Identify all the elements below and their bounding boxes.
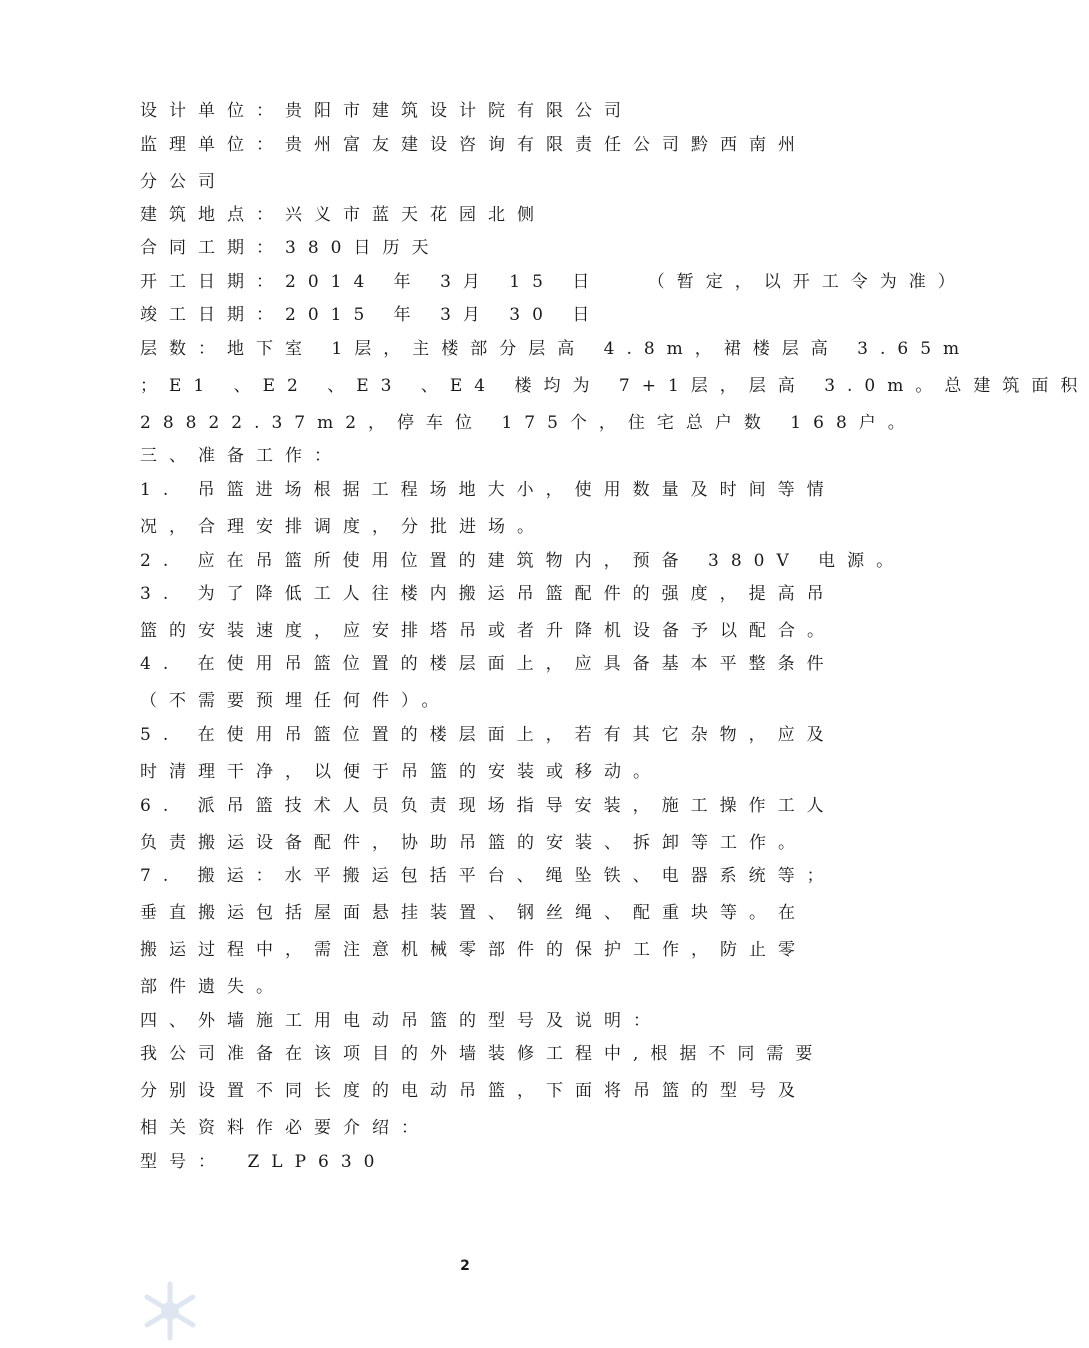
page-number: 2 xyxy=(460,1258,470,1274)
text-line: 28822.37m2，停车位 175个，住宅总户数 168户。 xyxy=(140,413,917,433)
text-line: 4. 在使用吊篮位置的楼层面上，应具备基本平整条件 xyxy=(140,654,836,674)
text-line: 分别设置不同长度的电动吊篮，下面将吊篮的型号及 xyxy=(140,1081,807,1101)
text-line: 开工日期：2014 年 3月 15 日 （暂定，以开工令为准） xyxy=(140,272,967,292)
text-line: 建筑地点：兴义市蓝天花园北侧 xyxy=(140,205,546,225)
text-line: 垂直搬运包括屋面悬挂装置、钢丝绳、配重块等。在 xyxy=(140,903,807,923)
text-line: 3. 为了降低工人往楼内搬运吊篮配件的强度，提高吊 xyxy=(140,584,836,604)
text-line: 1. 吊篮进场根据工程场地大小，使用数量及时间等情 xyxy=(140,480,836,500)
text-line: 竣工日期：2015 年 3月 30 日 xyxy=(140,305,602,325)
text-line: ；E1 、E2 、E3 、E4 楼均为 7+1层，层高 3.0m。总建筑面积 xyxy=(140,376,1089,396)
section-heading: 四、外墙施工用电动吊篮的型号及说明： xyxy=(140,1011,662,1031)
text-line: 搬运过程中，需注意机械零部件的保护工作，防止零 xyxy=(140,940,807,960)
text-line: 层数：地下室 1层，主楼部分层高 4.8m，裙楼层高 3.65m xyxy=(140,339,972,359)
snowflake-icon xyxy=(135,1278,205,1344)
watermark-logo xyxy=(135,1278,615,1344)
text-line: 6. 派吊篮技术人员负责现场指导安装，施工操作工人 xyxy=(140,796,836,816)
text-line: 时清理干净，以便于吊篮的安装或移动。 xyxy=(140,762,662,782)
text-line: 设计单位：贵阳市建筑设计院有限公司 xyxy=(140,101,633,121)
text-line: 型号： ZLP630 xyxy=(140,1152,387,1172)
text-line: 况，合理安排调度，分批进场。 xyxy=(140,517,546,537)
text-line: 监理单位：贵州富友建设咨询有限责任公司黔西南州 xyxy=(140,135,807,155)
text-line: 2. 应在吊篮所使用位置的建筑物内，预备 380V 电源。 xyxy=(140,551,906,571)
text-line: （不需要预埋任何件）。 xyxy=(140,691,451,711)
text-line: 分公司 xyxy=(140,172,227,192)
text-line: 5. 在使用吊篮位置的楼层面上，若有其它杂物，应及 xyxy=(140,725,836,745)
text-line: 相关资料作必要介绍： xyxy=(140,1118,430,1138)
text-line: 7. 搬运：水平搬运包括平台、绳坠铁、电器系统等； xyxy=(140,866,836,886)
text-line: 负责搬运设备配件，协助吊篮的安装、拆卸等工作。 xyxy=(140,833,807,853)
text-line: 部件遗失。 xyxy=(140,977,285,997)
text-line: 篮的安装速度，应安排塔吊或者升降机设备予以配合。 xyxy=(140,621,836,641)
text-line: 合同工期：380日历天 xyxy=(140,238,441,258)
section-heading: 三、准备工作： xyxy=(140,446,343,466)
text-line: 我公司准备在该项目的外墙装修工程中,根据不同需要 xyxy=(140,1044,825,1064)
